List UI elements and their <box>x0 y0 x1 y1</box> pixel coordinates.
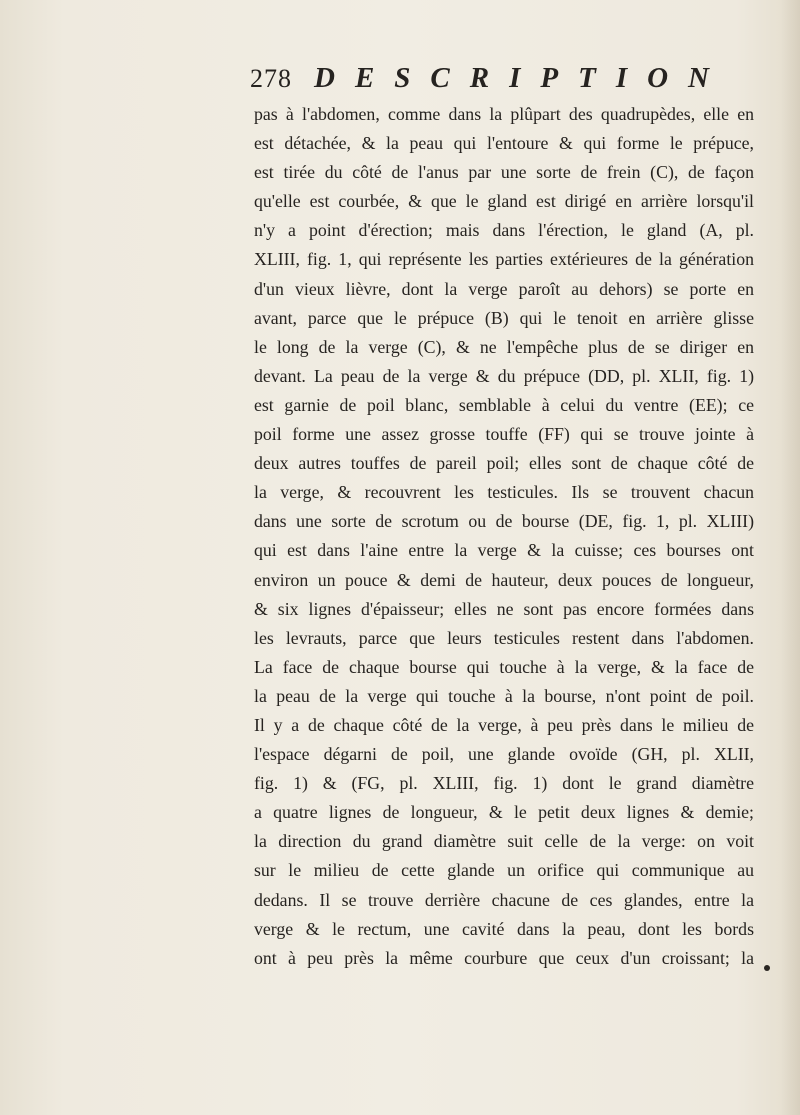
page-edge-shadow <box>780 0 800 1115</box>
text-line: Il y a de chaque côté de la verge, à peu près dans le milieu de <box>254 714 754 735</box>
text-line: XLIII, fig. 1, qui représente les parties extérieures de la génération <box>254 249 754 270</box>
text-line: deux autres touffes de pareil poil; elles sont de chaque côté de <box>254 453 754 474</box>
page-number: 278 <box>250 64 292 93</box>
text-line: verge & le rectum, une cavité dans la peau, dont les bords <box>254 918 754 939</box>
text-line: les levrauts, parce que leurs testicules restent dans l'abdomen. <box>254 627 754 648</box>
text-line: avant, parce que le prépuce (B) qui le tenoit en arrière glisse <box>254 307 754 328</box>
text-line: est tirée du côté de l'anus par une sorte de frein (C), de façon <box>254 162 754 183</box>
text-line: sur le milieu de cette glande un orifice qui communique au <box>254 860 754 881</box>
page-header <box>250 62 729 102</box>
text-line: ont à peu près la même courbure que ceux d'un croissant; la <box>254 947 754 968</box>
text-line: poil forme une assez grosse touffe (FF) qui se trouve jointe à <box>254 424 754 445</box>
text-line: devant. La peau de la verge & du prépuce (DD, pl. XLII, fig. 1) <box>254 365 754 386</box>
text-line: & six lignes d'épaisseur; elles ne sont pas encore formées dans <box>254 598 754 619</box>
text-line: dedans. Il se trouve derrière chacune de ces glandes, entre la <box>254 889 754 910</box>
text-line: le long de la verge (C), & ne l'empêche plus de se diriger en <box>254 336 754 357</box>
text-line: est détachée, & la peau qui l'entoure & qui forme le prépuce, <box>254 133 754 154</box>
text-line: La face de chaque bourse qui touche à la verge, & la face de <box>254 656 754 677</box>
text-line: qui est dans l'aine entre la verge & la cuisse; ces bourses ont <box>254 540 754 561</box>
text-line: qu'elle est courbée, & que le gland est dirigé en arrière lorsqu'il <box>254 191 754 212</box>
text-line: a quatre lignes de longueur, & le petit deux lignes & demie; <box>254 802 754 823</box>
text-line: dans une sorte de scrotum ou de bourse (DE, fig. 1, pl. XLIII) <box>254 511 754 532</box>
text-line: pas à l'abdomen, comme dans la plûpart des quadrupèdes, elle en <box>254 104 754 124</box>
text-line: la verge, & recouvrent les testicules. Ils se trouvent chacun <box>254 482 754 503</box>
text-line: d'un vieux lièvre, dont la verge paroît au dehors) se porte en <box>254 278 754 299</box>
text-line: la direction du grand diamètre suit celle de la verge: on voit <box>254 831 754 852</box>
body-text <box>254 100 754 973</box>
text-line: n'y a point d'érection; mais dans l'érection, le gland (A, pl. <box>254 220 754 241</box>
ink-speck <box>764 965 770 971</box>
text-line: est garnie de poil blanc, semblable à celui du ventre (EE); ce <box>254 394 754 415</box>
text-line: environ un pouce & demi de hauteur, deux pouces de longueur, <box>254 569 754 590</box>
text-line: la peau de la verge qui touche à la bourse, n'ont point de poil. <box>254 685 754 706</box>
text-line: l'espace dégarni de poil, une glande ovoïde (GH, pl. XLII, <box>254 744 754 765</box>
running-head: DESCRIPTION <box>314 62 729 94</box>
text-line: fig. 1) & (FG, pl. XLIII, fig. 1) dont le grand diamètre <box>254 773 754 794</box>
